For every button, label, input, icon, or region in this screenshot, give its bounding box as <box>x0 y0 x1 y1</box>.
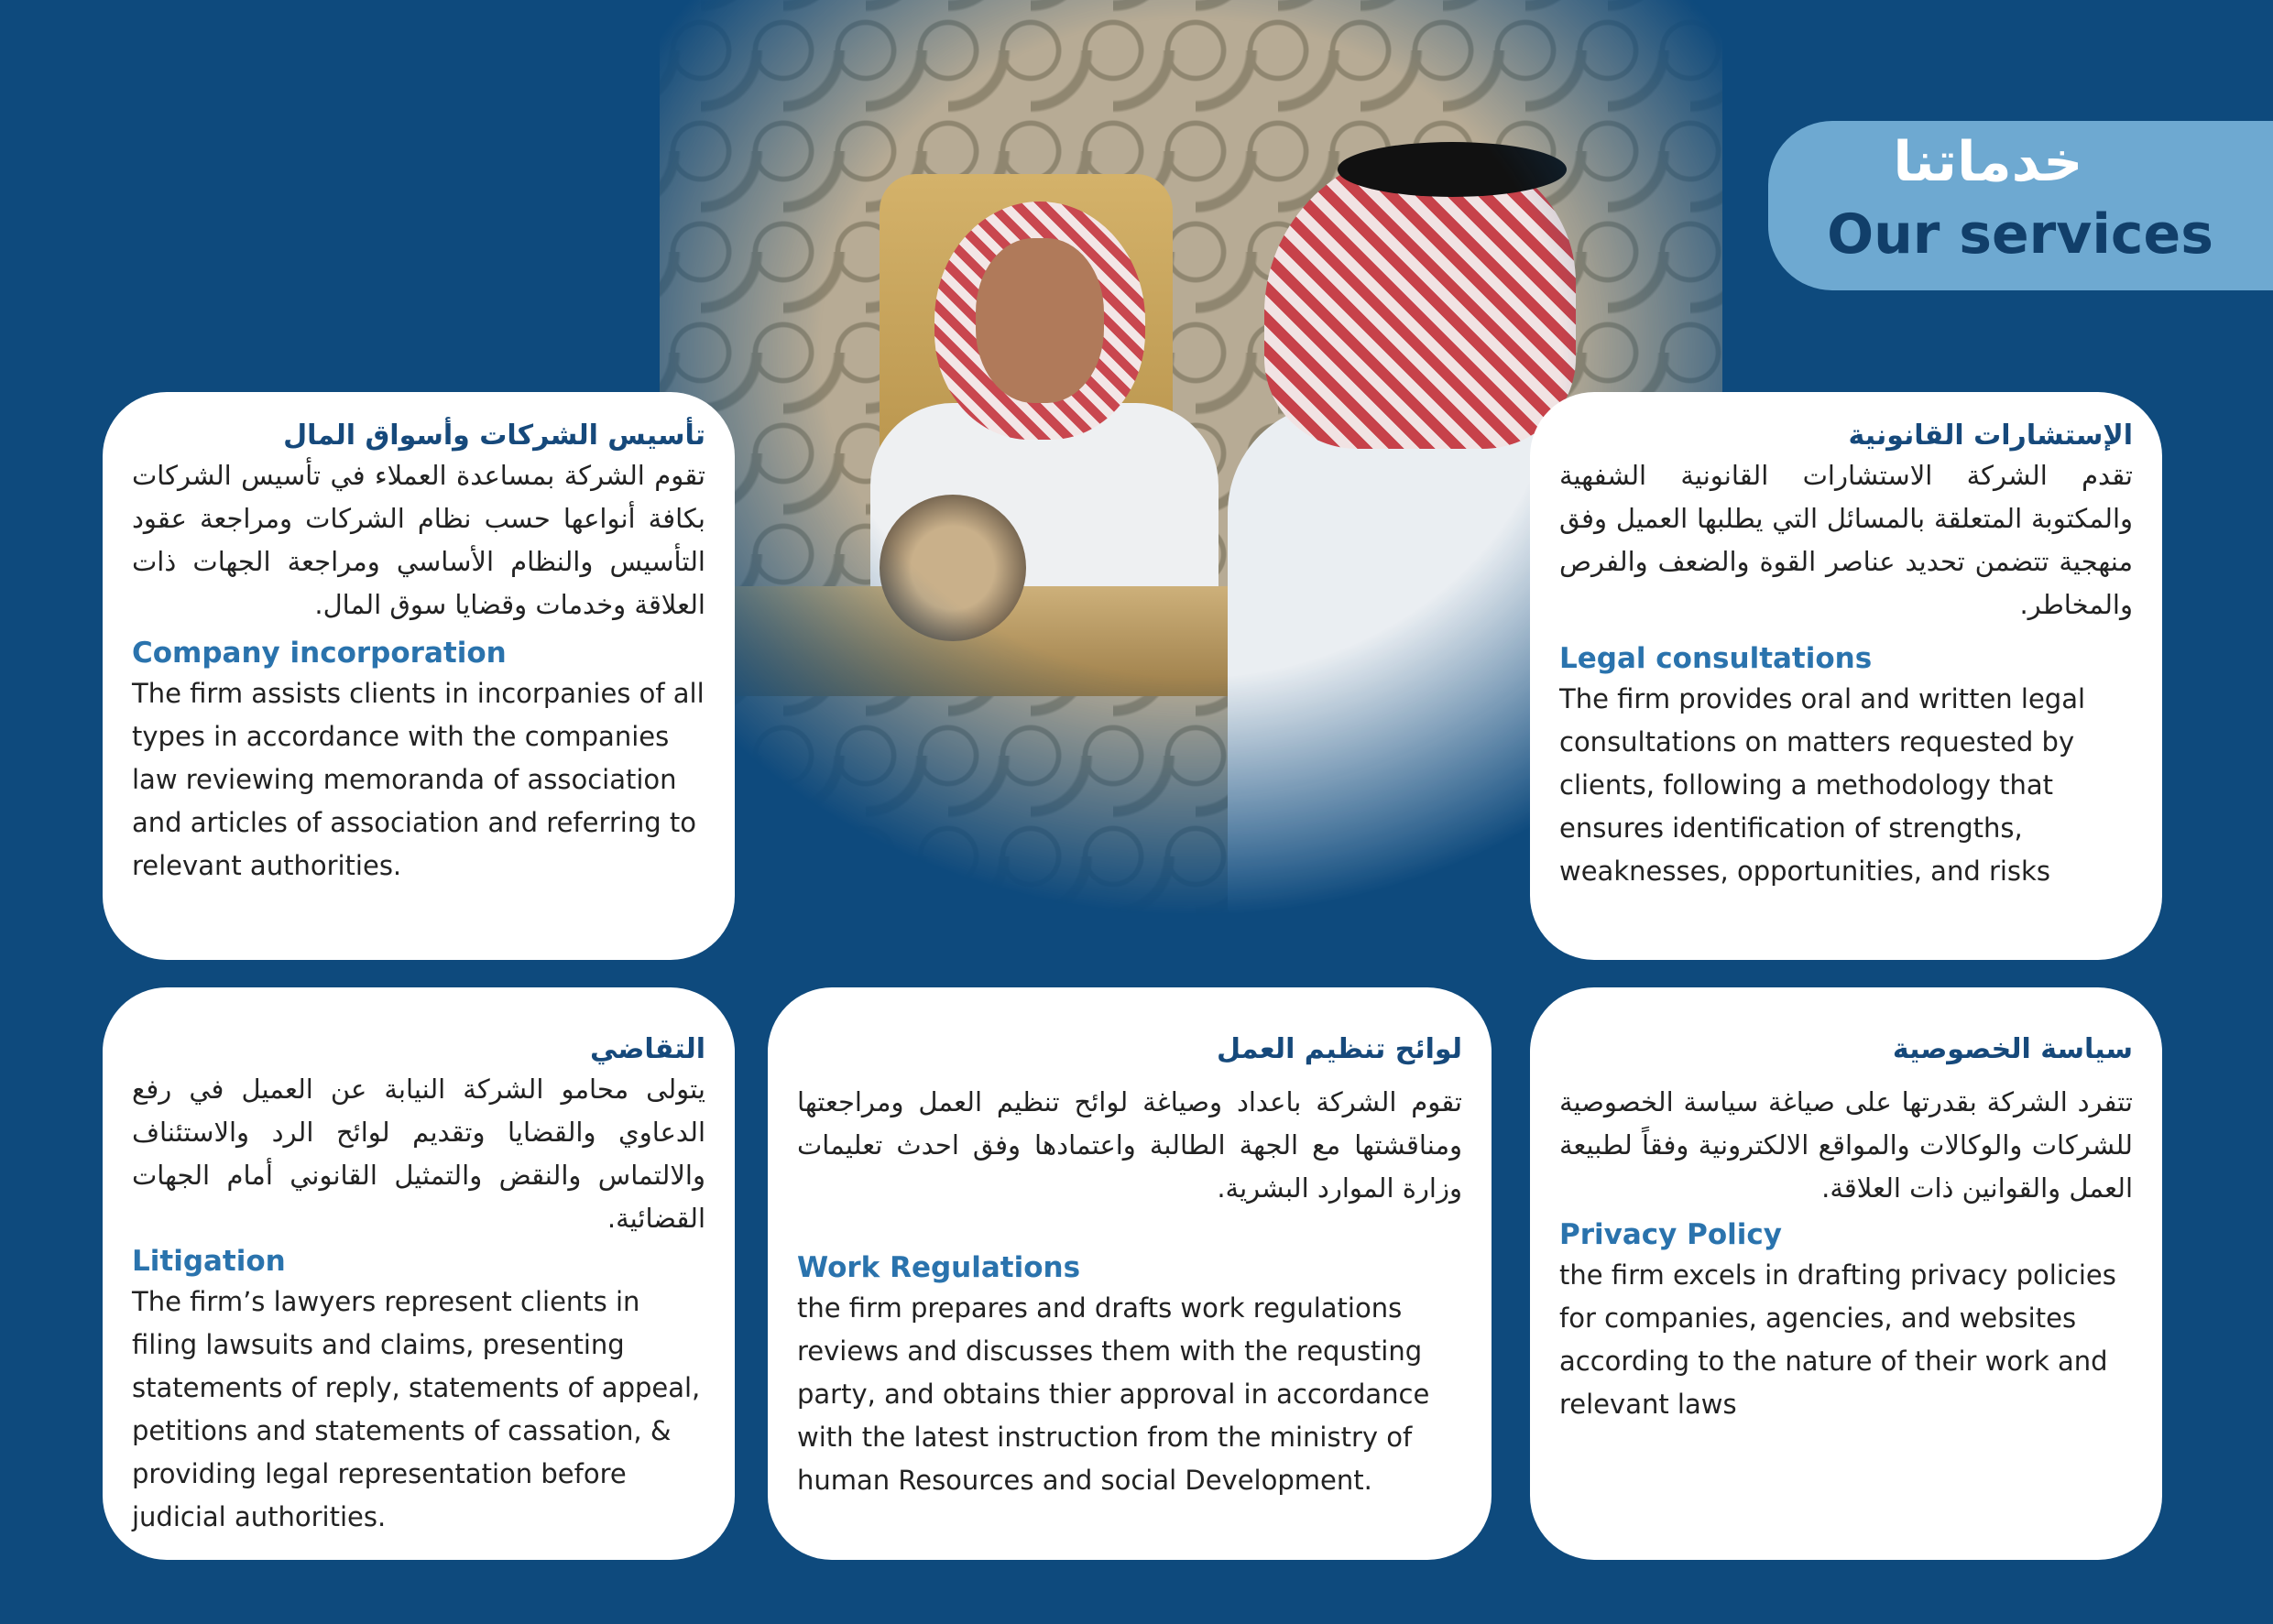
seated-man-face <box>976 238 1104 403</box>
privacy-ar-body: تتفرد الشركة بقدرتها على صياغة سياسة الخصوصية للشركات والوكالات والمواقع الالكترونية وفقاً لطبيعة العمل والقوانين ذات العلاقة. <box>1559 1086 2133 1204</box>
litigation-en-title: Litigation <box>132 1245 286 1278</box>
legal-ar-body: تقدم الشركة الاستشارات القانونية الشفهية والمكتوبة المتعلقة بالمسائل التي يطلبها العميل وفق منهجية تتضمن تحديد عناصر القوة والضعف والفرص والمخاطر. <box>1559 460 2133 620</box>
legal-en-body: The firm provides oral and written legal consultations on matters requested by clients, following a methodology that ensures identification of strengths, weaknesses, opportunities, and risks <box>1559 683 2086 887</box>
privacy-en-title: Privacy Policy <box>1559 1218 1782 1251</box>
litigation-ar-title: التقاضي <box>590 1033 705 1065</box>
service-card-privacy-policy <box>1530 987 2162 1560</box>
association-plaque <box>880 495 1026 641</box>
litigation-en-body: The firm’s lawyers represent clients in filing lawsuits and claims, presenting statements of reply, statements of appeal, petitions and statements of cassation, & providing legal representation before judicial authorities. <box>132 1286 701 1532</box>
service-card-litigation <box>103 987 735 1560</box>
legal-ar-title: الإستشارات القانونية <box>1848 420 2133 452</box>
service-card-work-regulations <box>768 987 1492 1560</box>
company-ar-body: تقوم الشركة بمساعدة العملاء في تأسيس الشركات بكافة أنواعها حسب نظام الشركات ومراجعة عقود التأسيس والنظام الأساسي ومراجعة الجهات ذات العلاقة وخدمات وقضايا سوق المال. <box>132 460 705 620</box>
page-title-arabic: خدماتنا <box>1893 130 2083 194</box>
company-en-body: The firm assists clients in incorpanies of all types in accordance with the companies law reviewing memoranda of association and articles of association and referring to relevant authorities. <box>132 678 705 881</box>
work-ar-title: لوائح تنظيم العمل <box>1216 1033 1462 1065</box>
company-en-title: Company incorporation <box>132 637 507 670</box>
page-title-english: Our services <box>1827 202 2213 267</box>
company-ar-title: تأسيس الشركات وأسواق المال <box>283 420 705 452</box>
service-card-legal-consultations <box>1530 392 2162 960</box>
foreground-man-agal <box>1338 142 1567 197</box>
work-en-title: Work Regulations <box>797 1251 1081 1284</box>
work-ar-body: تقوم الشركة باعداد وصياغة لوائح تنظيم العمل ومراجعتها ومناقشتها مع الجهة الطالبة واعتمادها وفق احدث تعليمات وزارة الموارد البشرية. <box>797 1086 1462 1204</box>
privacy-en-body: the firm excels in drafting privacy policies for companies, agencies, and websites according to the nature of their work and relevant laws <box>1559 1259 2116 1420</box>
litigation-ar-body: يتولى محامو الشركة النيابة عن العميل في رفع الدعاوي والقضايا وتقديم لوائح الرد والاستئناف والالتماس والنقض والتمثيل القانوني أمام الجهات القضائية. <box>132 1074 705 1234</box>
legal-en-title: Legal consultations <box>1559 642 1873 675</box>
privacy-ar-title: سياسة الخصوصية <box>1892 1033 2133 1065</box>
work-en-body: the firm prepares and drafts work regulations reviews and discusses them with the requsting party, and obtains thier approval in accordance with the latest instruction from the ministry of human Resources and social Development. <box>797 1292 1430 1496</box>
service-card-company-incorporation <box>103 392 735 960</box>
